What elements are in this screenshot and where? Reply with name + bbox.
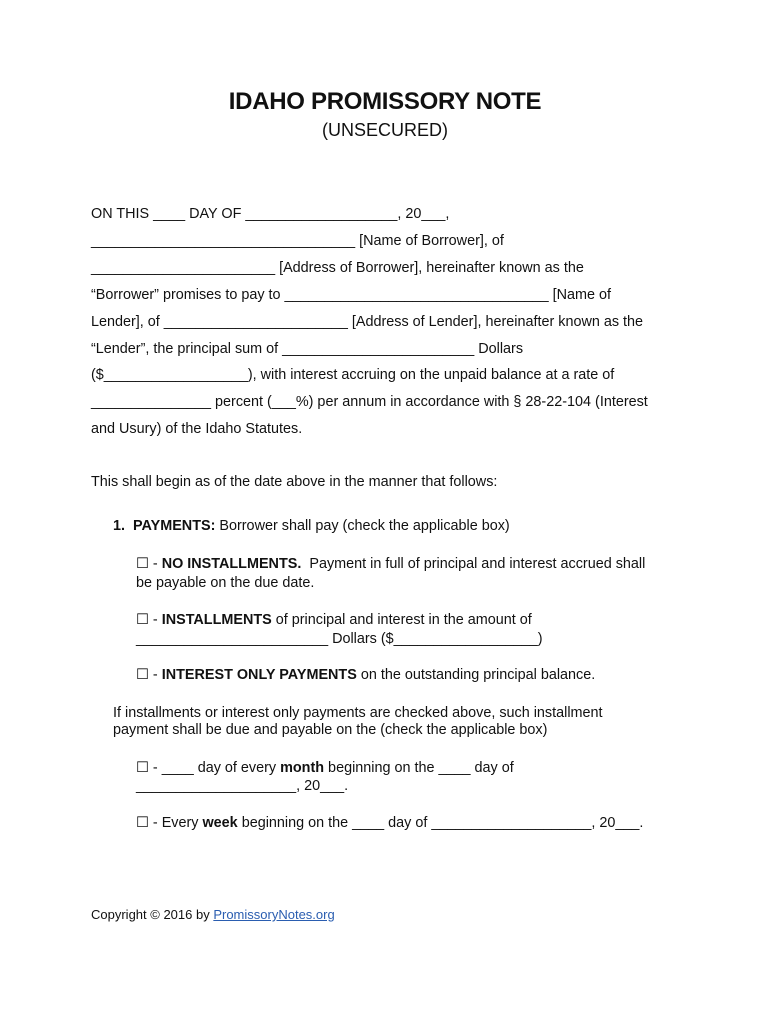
option-no-installments-label: NO INSTALLMENTS. bbox=[161, 556, 302, 572]
schedule-weekly-label: week bbox=[202, 815, 238, 831]
document-subtitle: (UNSECURED) bbox=[322, 120, 448, 140]
schedule-weekly-text: beginning on the ____ day of ____________________, 20___. bbox=[237, 815, 644, 831]
schedule-weekly[interactable] bbox=[136, 814, 643, 832]
option-interest-only-text: on the outstanding principal balance. bbox=[356, 667, 596, 683]
schedule-monthly-label: month bbox=[280, 760, 325, 776]
option-no-installments[interactable] bbox=[136, 555, 645, 573]
option-interest-only[interactable] bbox=[136, 666, 595, 684]
footer-copyright bbox=[91, 906, 335, 924]
copyright-text: Copyright © 2016 by bbox=[91, 907, 214, 922]
payments-heading-label: PAYMENTS: bbox=[133, 518, 216, 534]
intro-line-3: _______________________ [Address of Borrower], hereinafter known as the bbox=[91, 260, 584, 276]
option-no-installments-text: Payment in full of principal and interest accrued shall bbox=[301, 556, 646, 572]
payments-heading bbox=[113, 517, 510, 535]
intro-line-2: _________________________________ [Name of Borrower], of bbox=[91, 233, 504, 249]
intro-line-1: ON THIS ____ DAY OF ___________________, 20___, bbox=[91, 206, 450, 222]
schedule-monthly-line2: ____________________, 20___. bbox=[136, 778, 349, 794]
if-installments-line-2: payment shall be due and payable on the (check the applicable box) bbox=[113, 722, 548, 738]
document-title: IDAHO PROMISSORY NOTE bbox=[228, 88, 542, 115]
intro-line-4: “Borrower” promises to pay to _________________________________ [Name of bbox=[91, 287, 612, 303]
intro-line-6: “Lender”, the principal sum of ________________________ Dollars bbox=[91, 341, 524, 357]
intro-line-7: ($__________________), with interest accruing on the unpaid balance at a rate of bbox=[91, 367, 615, 383]
checkbox-icon[interactable]: ☐ - bbox=[136, 612, 162, 628]
begin-line: This shall begin as of the date above in the manner that follows: bbox=[91, 474, 498, 490]
option-installments-line2: ________________________ Dollars ($__________________) bbox=[136, 631, 543, 647]
intro-line-5: Lender], of _______________________ [Address of Lender], hereinafter known as the bbox=[91, 314, 644, 330]
if-installments-line-1: If installments or interest only payments are checked above, such installment bbox=[113, 705, 603, 721]
checkbox-icon[interactable]: ☐ - bbox=[136, 556, 162, 572]
schedule-monthly[interactable] bbox=[136, 759, 514, 777]
option-no-installments-line2: be payable on the due date. bbox=[136, 575, 315, 591]
footer-link[interactable]: PromissoryNotes.org bbox=[213, 907, 335, 922]
schedule-monthly-text: beginning on the ____ day of bbox=[324, 760, 514, 776]
option-installments-text: of principal and interest in the amount of bbox=[271, 612, 532, 628]
schedule-weekly-prefix: ☐ - Every bbox=[136, 815, 203, 831]
intro-line-9: and Usury) of the Idaho Statutes. bbox=[91, 421, 303, 437]
option-installments[interactable] bbox=[136, 611, 532, 629]
payments-number: 1. bbox=[113, 518, 126, 534]
intro-line-8: _______________ percent (___%) per annum in accordance with § 28-22-104 (Interest bbox=[91, 394, 648, 410]
option-interest-only-label: INTEREST ONLY PAYMENTS bbox=[161, 667, 357, 683]
checkbox-icon[interactable]: ☐ - bbox=[136, 667, 162, 683]
option-installments-label: INSTALLMENTS bbox=[161, 612, 272, 628]
payments-heading-rest: Borrower shall pay (check the applicable box) bbox=[215, 518, 510, 534]
schedule-monthly-prefix: ☐ - ____ day of every bbox=[136, 760, 281, 776]
